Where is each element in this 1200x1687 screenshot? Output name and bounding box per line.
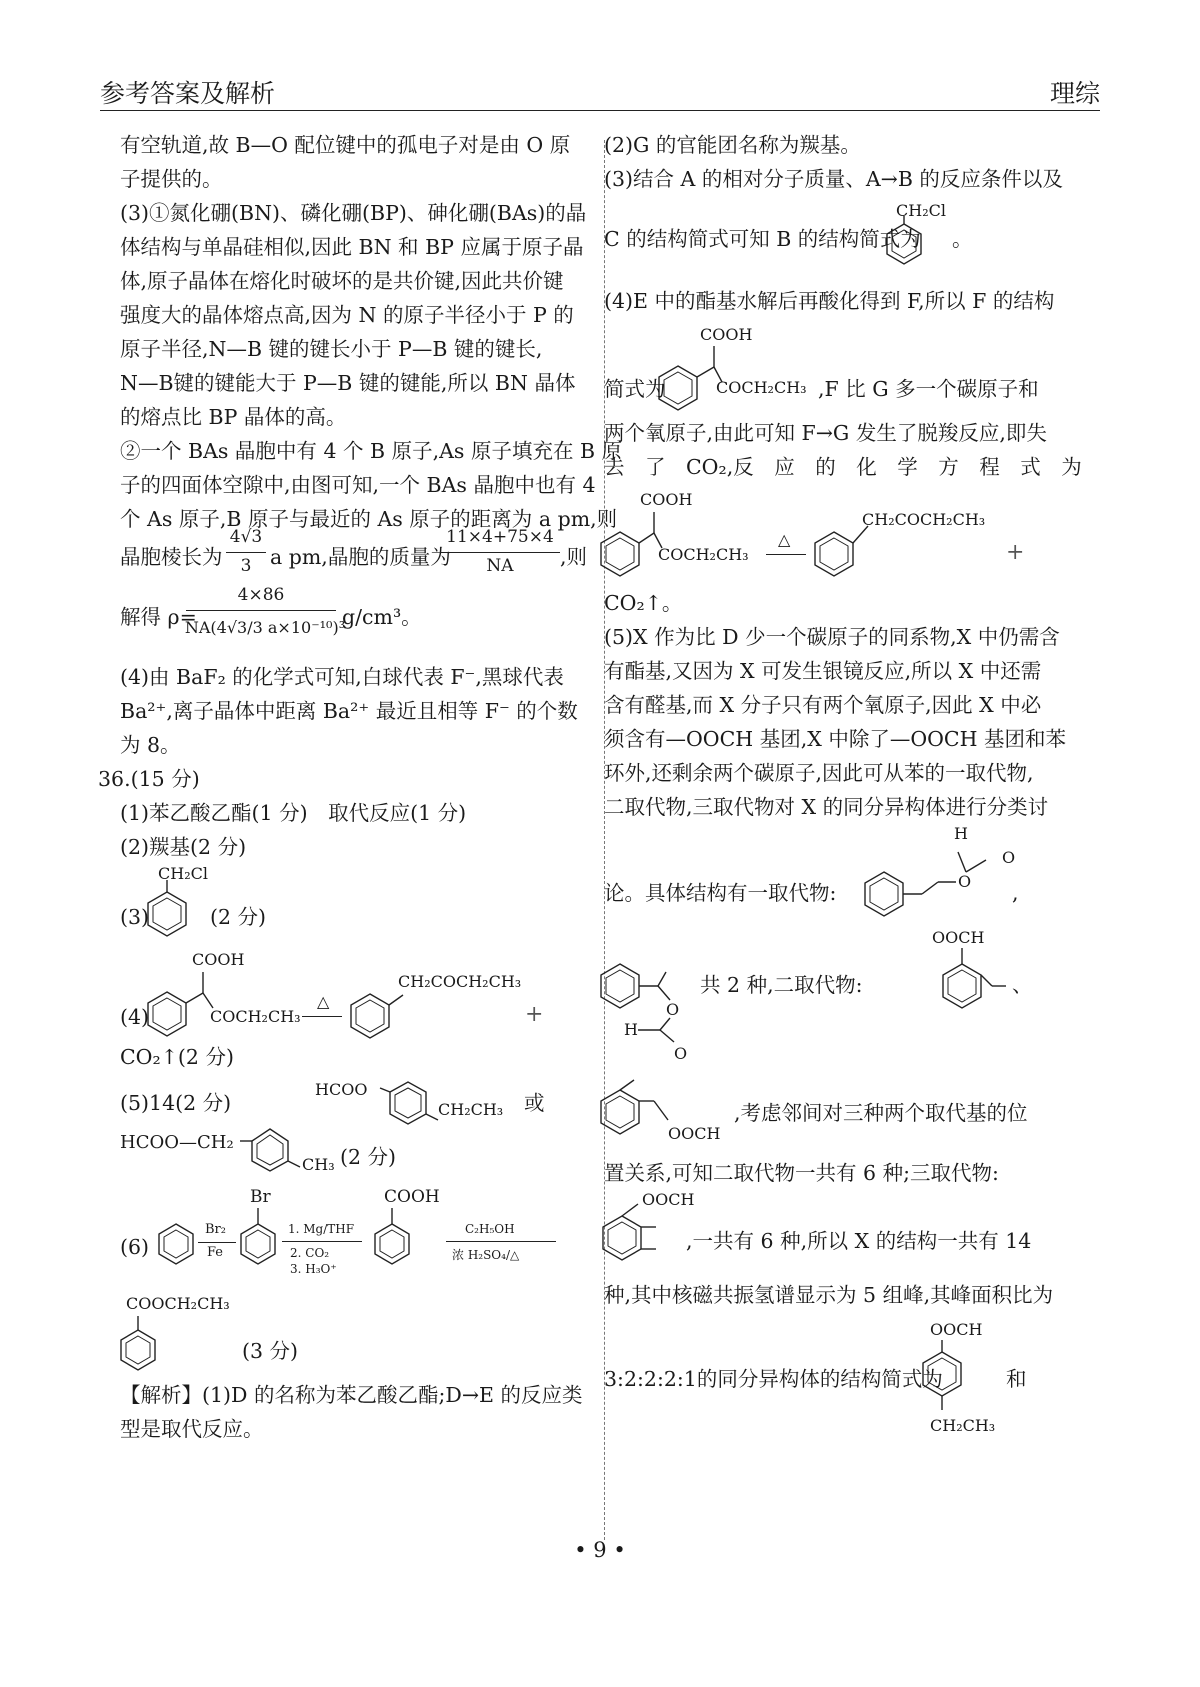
chem-label: H <box>624 1020 638 1039</box>
text-line: CO₂↑(2 分) <box>120 1045 234 1069</box>
benzene-ring-icon <box>380 1080 440 1128</box>
text-line: 子提供的。 <box>120 167 223 191</box>
text-line: 去 了 CO₂,反 应 的 化 学 方 程 式 为 <box>604 455 1082 479</box>
text-line: (4)E 中的酯基水解后再酸化得到 F,所以 F 的结构 <box>604 289 1055 313</box>
column-divider <box>604 140 605 1540</box>
chem-label: COCH₂CH₃ <box>658 545 749 564</box>
chem-label: CH₂CH₃ <box>930 1416 996 1435</box>
benzene-ring-icon <box>145 990 189 1038</box>
chem-label: OOCH <box>642 1190 695 1209</box>
text-line: 环外,还剩余两个碳原子,因此可从苯的一取代物, <box>604 761 1034 785</box>
chem-label: CH₂COCH₂CH₃ <box>862 510 986 529</box>
chem-label: CH₂COCH₂CH₃ <box>398 972 522 991</box>
reagent-label: Fe <box>207 1245 224 1260</box>
benzene-ring-icon <box>156 1222 196 1266</box>
chem-label: COOCH₂CH₃ <box>126 1294 230 1313</box>
text-line: ,考虑邻间对三种两个取代基的位 <box>734 1101 1028 1125</box>
chem-label: Br <box>250 1187 271 1207</box>
reagent-label: 3. H₃O⁺ <box>290 1262 337 1276</box>
chem-label: CH₂Cl <box>896 201 946 220</box>
chem-label: OOCH <box>932 928 985 947</box>
chem-label: COOH <box>700 325 753 344</box>
chem-label: H <box>954 824 968 843</box>
benzene-ring-icon <box>372 1222 412 1266</box>
text-line: 论。具体结构有一取代物: <box>604 881 837 905</box>
fraction-numerator: 4×86 <box>237 585 285 605</box>
text-line: 原子半径,N—B 键的键长小于 P—B 键的键长, <box>120 337 543 361</box>
reaction-arrow <box>766 554 806 555</box>
text-line: 体,原子晶体在熔化时破坏的是共价键,因此共价键 <box>120 269 564 293</box>
chem-label: CH₂Cl <box>158 864 208 883</box>
benzene-ring-icon <box>598 530 642 578</box>
text-line: 型是取代反应。 <box>120 1417 264 1441</box>
reagent-label: 2. CO₂ <box>290 1246 330 1260</box>
heat-symbol: △ <box>778 530 791 549</box>
page-header <box>100 68 1100 111</box>
text-line: 置关系,可知二取代物一共有 6 种;三取代物: <box>604 1161 999 1185</box>
text-line: (2)G 的官能团名称为羰基。 <box>604 133 861 157</box>
reaction-arrow <box>198 1242 236 1243</box>
reaction-arrow <box>446 1241 556 1242</box>
text-line: 含有醛基,而 X 分子只有两个氧原子,因此 X 中必 <box>604 693 1042 717</box>
fraction-denominator: 3 <box>240 556 252 576</box>
text-line: (3 分) <box>242 1339 299 1363</box>
reaction-arrow <box>282 1241 362 1242</box>
chem-label: O <box>674 1044 688 1063</box>
trisubstituted-structure-icon <box>600 1210 670 1266</box>
chem-label: O <box>1002 848 1016 867</box>
text-line: (3)①氮化硼(BN)、磷化硼(BP)、砷化硼(BAs)的晶 <box>120 201 587 225</box>
plus-sign: + <box>525 1002 544 1027</box>
text-line: 简式为 <box>604 377 666 401</box>
page-number: • 9 • <box>574 1538 626 1562</box>
chem-label: COCH₂CH₃ <box>716 378 807 397</box>
benzene-ring-icon <box>240 1125 304 1175</box>
text-line: ②一个 BAs 晶胞中有 4 个 B 原子,As 原子填充在 B 原 <box>120 439 623 463</box>
heat-symbol: △ <box>317 992 330 1011</box>
chem-label: O <box>958 872 972 891</box>
text-line: (2)羰基(2 分) <box>120 835 247 859</box>
chem-label: HCOO—CH₂ <box>120 1132 234 1153</box>
chem-label: COCH₂CH₃ <box>210 1007 301 1026</box>
text-line: 种,其中核磁共振氢谱显示为 5 组峰,其峰面积比为 <box>604 1283 1054 1307</box>
text-line: ,一共有 6 种,所以 X 的结构一共有 14 <box>686 1229 1032 1253</box>
text-line: a pm,晶胞的质量为 <box>270 545 451 569</box>
benzene-ring-icon <box>238 1222 278 1266</box>
header-subject: 理综 <box>1049 79 1100 108</box>
fraction-denominator: NA <box>486 556 514 576</box>
chem-label: HCOO <box>315 1080 368 1099</box>
text-line: ,则 <box>560 545 588 569</box>
text-line: (4) <box>120 1005 150 1029</box>
ortho-disubstituted-structure-icon <box>940 962 1010 1010</box>
reagent-label: 1. Mg/THF <box>288 1222 355 1236</box>
text-line: (2 分) <box>210 905 267 929</box>
text-line: 3:2:2:2:1的同分异构体的结构简式为 <box>604 1367 943 1391</box>
text-line: 须含有—OOCH 基团,X 中除了—OOCH 基团和苯 <box>604 727 1067 751</box>
text-line: 晶胞棱长为 <box>120 545 223 569</box>
text-line: 有空轨道,故 B—O 配位键中的孤电子对是由 O 原 <box>120 133 571 157</box>
text-line: (3)结合 A 的相对分子质量、A→B 的反应条件以及 <box>604 167 1063 191</box>
reagent-label: Br₂ <box>205 1222 226 1237</box>
text-line: (2 分) <box>340 1145 397 1169</box>
fraction-numerator: 11×4+75×4 <box>446 527 554 547</box>
text-line: 或 <box>524 1091 545 1115</box>
text-line: 强度大的晶体熔点高,因为 N 的原子半径小于 P 的 <box>120 303 574 327</box>
plus-sign: + <box>1006 540 1025 565</box>
fraction-numerator: 4√3 <box>229 527 263 547</box>
reagent-label: 浓 H₂SO₄/△ <box>452 1248 520 1262</box>
text-line: g/cm³。 <box>342 605 422 629</box>
text-line: 共 2 种,二取代物: <box>700 973 863 997</box>
text-line: (4)由 BaF₂ 的化学式可知,白球代表 F⁻,黑球代表 <box>120 665 564 689</box>
text-line: (5)X 作为比 D 少一个碳原子的同系物,X 中仍需含 <box>604 625 1060 649</box>
chem-label: CH₂CH₃ <box>438 1100 504 1119</box>
text-line: 为 8。 <box>120 733 181 757</box>
chem-label: COOH <box>640 490 693 509</box>
chem-label: COOH <box>384 1187 440 1207</box>
fraction-bar <box>440 552 560 553</box>
text-line: (1)苯乙酸乙酯(1 分) 取代反应(1 分) <box>120 801 467 825</box>
text-line: CO₂↑。 <box>604 591 683 615</box>
text-line: C 的结构简式可知 B 的结构简式为 <box>604 227 921 251</box>
text-line: , <box>1012 881 1019 905</box>
reagent-label: C₂H₅OH <box>465 1222 515 1236</box>
text-line: ,F 比 G 多一个碳原子和 <box>818 377 1039 401</box>
text-line: N—B键的键能大于 P—B 键的键能,所以 BN 晶体 <box>120 371 576 395</box>
header-title: 参考答案及解析 <box>100 79 276 108</box>
text-line: 两个氧原子,由此可知 F→G 发生了脱羧反应,即失 <box>604 421 1047 445</box>
chem-label: O <box>666 1000 680 1019</box>
benzene-ring-icon <box>145 890 189 938</box>
text-line: 个 As 原子,B 原子与最近的 As 原子的距离为 a pm,则 <box>120 507 618 531</box>
chem-label: OOCH <box>668 1124 721 1143</box>
fraction-denominator: NA(4√3/3 a×10⁻¹⁰)³ <box>184 618 346 637</box>
text-line: 解得 ρ= <box>120 605 197 629</box>
text-line: 子的四面体空隙中,由图可知,一个 BAs 晶胞中也有 4 <box>120 473 596 497</box>
text-line: 【解析】(1)D 的名称为苯乙酸乙酯;D→E 的反应类 <box>120 1383 583 1407</box>
text-line: 。 <box>952 227 973 251</box>
benzene-ring-icon <box>348 992 392 1040</box>
chem-label: CH₃ <box>302 1155 335 1174</box>
text-line: (5)14(2 分) <box>120 1091 232 1115</box>
text-line: Ba²⁺,离子晶体中距离 Ba²⁺ 最近且相等 F⁻ 的个数 <box>120 699 578 723</box>
fraction-bar <box>186 610 336 611</box>
text-line: 有酯基,又因为 X 可发生银镜反应,所以 X 中还需 <box>604 659 1042 683</box>
text-line: 和 <box>1006 1367 1027 1391</box>
question-number: 36.(15 分) <box>98 767 200 791</box>
benzene-ring-icon <box>118 1328 158 1372</box>
phenethyl-formate-structure-icon <box>862 870 972 918</box>
text-line: 体结构与单晶硅相似,因此 BN 和 BP 应属于原子晶 <box>120 235 584 259</box>
reaction-arrow <box>302 1016 342 1017</box>
chem-label: OOCH <box>930 1320 983 1339</box>
fraction-bar <box>226 552 266 553</box>
text-line: (6) <box>120 1235 150 1259</box>
text-line: 的熔点比 BP 晶体的高。 <box>120 405 347 429</box>
text-line: 二取代物,三取代物对 X 的同分异构体进行分类讨 <box>604 795 1049 819</box>
text-line: 、 <box>1012 973 1033 997</box>
chem-label: COOH <box>192 950 245 969</box>
benzene-ring-icon <box>812 530 856 578</box>
text-line: (3) <box>120 905 150 929</box>
